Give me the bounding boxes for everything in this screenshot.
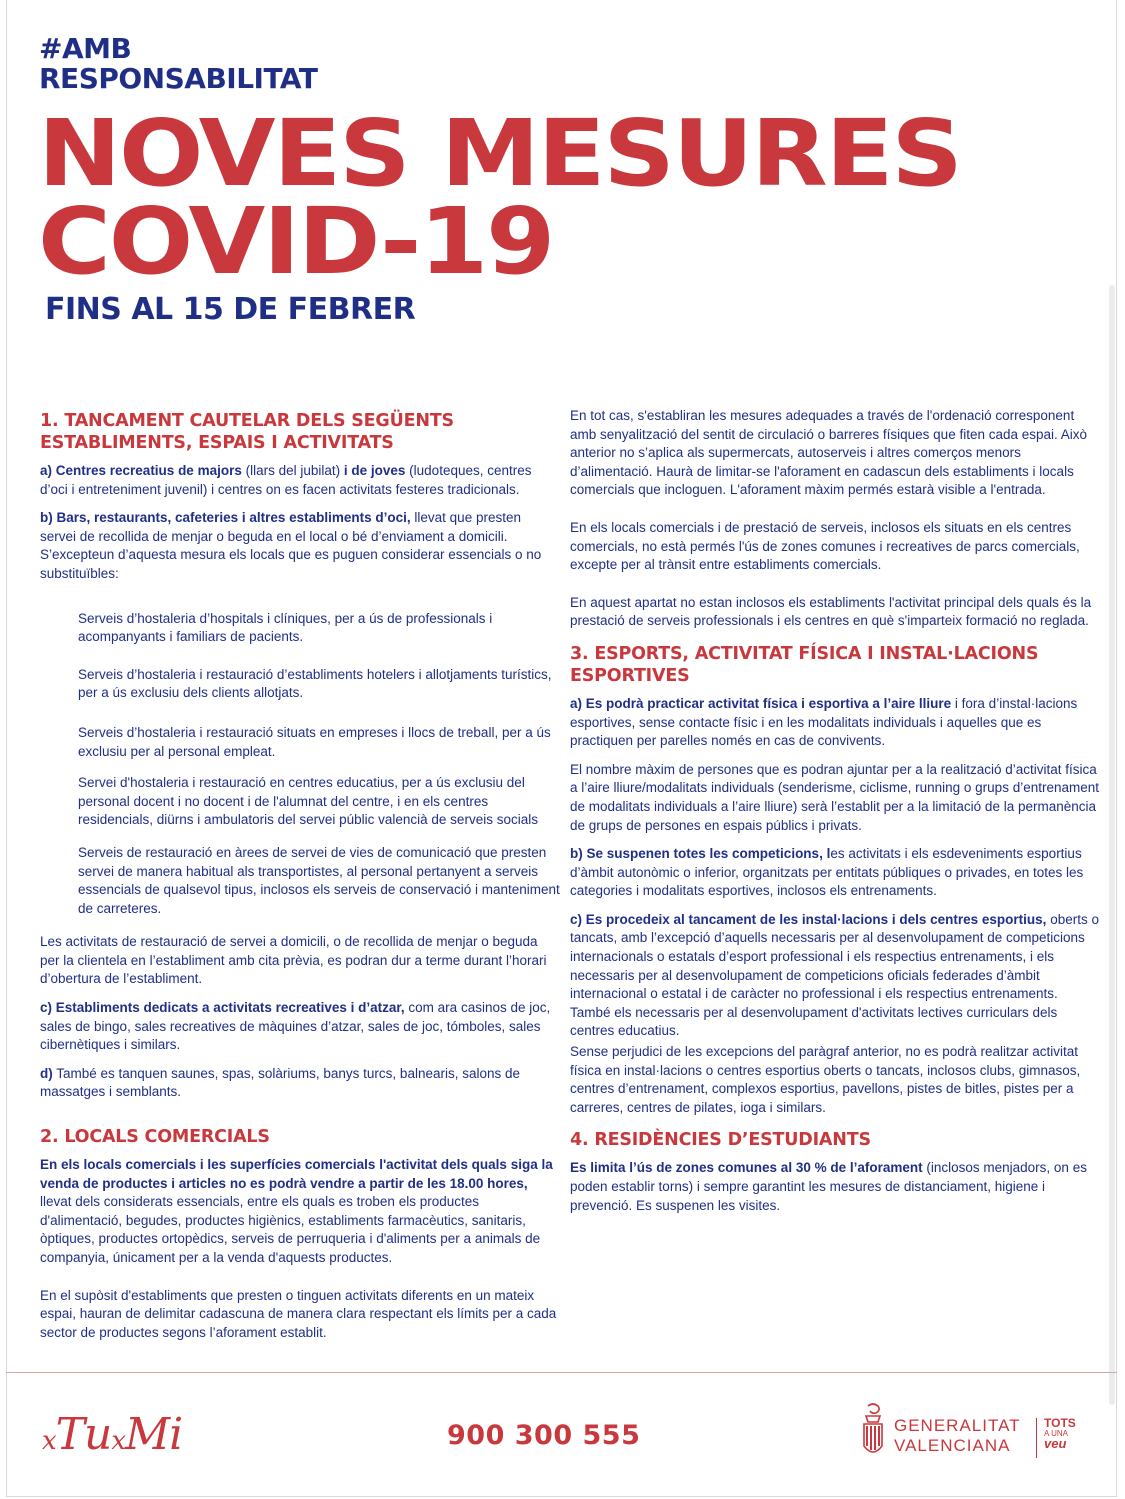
right-column (570, 407, 1100, 1225)
phone-number[interactable]: 900 300 555 (447, 1420, 641, 1451)
exception-item: Servei d'hostaleria i restauració en centres educatius, per a ús exclusiu del personal docent i no docent i de l'alumnat del centre, i en els centres residencials, diürns i ambulatoris del servei públic valencià de serveis socials (78, 775, 538, 828)
exception-item: Serveis de restauració en àrees de servei de vies de comunicació que presten servei de manera habitual als transportistes, al personal pertanyent a serveis essencials de qualsevol tipus, inclosos els serveis de conservació i manteniment de carreteres. (78, 844, 560, 916)
exception-item: Serveis d’hostaleria i restauració d’establiments hotelers i allotjaments turístics, per a ús exclusiu dels clients allotjats. (78, 666, 552, 701)
section-1-heading (40, 410, 560, 454)
section-2-p5: En aquest apartat no estan inclosos els establiments l'activitat principal dels quals és la prestació de serveis professionals i els centres en què s'imparteix formació no reglada. (570, 594, 1092, 629)
section-2-p4: En els locals comercials i de prestació de serveis, inclosos els situats en els centres comercials, no està permés l'ús de zones comunes i recreatives de parcs comercials, excepte per al trànsit entre establiments comercials. (570, 519, 1080, 573)
hashtag-line-1: #AMB (39, 32, 132, 65)
xtuxmi-logo: xTuxMi (42, 1409, 183, 1460)
section-1-item-d: d) També es tanquen saunes, spas, solàriums, banys turcs, balnearis, salons de massatges i semblants. (40, 1065, 521, 1100)
section-1-item-a: a) Centres recreatius de majors (llars del jubilat) i de joves (ludoteques, centres d’oci i entreteniment juvenil) i centres on es facen activitats festeres tradicionals. (40, 463, 532, 497)
page-subtitle: FINS AL 15 DE FEBRER (45, 292, 416, 327)
page-title-line-1: NOVES MESURES (38, 100, 961, 207)
section-1-heading-line-1: 1. TANCAMENT CAUTELAR DELS SEGÜENTS (40, 411, 454, 431)
logo-separator (1036, 1418, 1037, 1458)
section-1-item-c: c) Establiments dedicats a activitats recreatives i d’atzar, com ara casinos de joc, sales de bingo, sales recreatives de màquines d’atzar, sales de joc, tómboles, sales cibernètiques i similars. (40, 1000, 551, 1053)
section-2-heading: 2. LOCALS COMERCIALS (40, 1127, 270, 1148)
section-4-p: Es limita l’ús de zones comunes al 30 % de l’aforament (inclosos menjadors, on es poden establir torns) i sempre garantint les mesures de distanciament, higiene i prevenció. Es suspenen les visites. (570, 1160, 1087, 1213)
scrollbar[interactable] (1109, 285, 1115, 1405)
section-2-p1: En els locals comercials i les superfícies comercials l'activitat dels quals siga la venda de productes i articles no es podrà vendre a partir de les 18.00 hores, llevat dels considerats essencials, entre els quals es troben els productes d'alimentació, begudes, productes higiènics, establiments farmacèutics, sanitaris, òptiques, productes ortopèdics, serveis de perruqueria i d'aliments per a animals de companyia, únicament per a la venda d'aquests productes. (40, 1157, 553, 1265)
section-1-item-b: b) Bars, restaurants, cafeteries i altres establiments d’oci, llevat que presten servei de recollida de menjar o beguda en el local o bé d’enviament a domicili. S’excepteun d’aquesta mesura els locals que es puguen considerar essencials o no substituïbles: (40, 510, 542, 581)
section-3-heading-line-1: 3. ESPORTS, ACTIVITAT FÍSICA I INSTAL·LACIONS (570, 643, 1039, 664)
crest-icon (860, 1402, 886, 1462)
page-title-line-2: COVID-19 (38, 188, 554, 295)
section-3-sense: Sense perjudici de les excepcions del paràgraf anterior, no es podrà realitzar activitat física en instal·lacions o centres esportius oberts o tancats, inclosos clubs, gimnasos, centres d’entrenament, complexos esportius, pavellons, pistes de bitles, pistes per a carreres, centres de pilates, ioga i similars. (570, 1044, 1081, 1115)
section-1-domicili: Les activitats de restauració de servei a domicili, o de recollida de menjar o beguda per la clientela en l’establiment amb cita prèvia, es podran dur a terme durant l’horari d’obertura de l’establiment. (40, 934, 547, 987)
section-3-item-b: b) Se suspenen totes les competicions, les activitats i els esdeveniments esportius d’àmbit autonòmic o inferior, organitzats per entitats públiques o privades, en totes les categories i modalitats esportives, inclosos els entrenaments. (570, 846, 1084, 899)
exception-item: Serveis d’hostaleria i restauració situats en empreses i llocs de treball, per a ús exclusiu per al personal empleat. (78, 724, 551, 759)
section-3-heading-line-2: ESPORTIVES (570, 665, 690, 686)
section-3-item-a: a) Es podrà practicar activitat física i esportiva a l’aire lliure i fora d’instal·lacions esportives, sense contacte físic i en les modalitats individuals i aquelles que es practiquen per parelles només en cas de convivents. (570, 695, 1078, 749)
section-4-heading: 4. RESIDÈNCIES D’ESTUDIANTS (570, 1130, 871, 1151)
tots-a-una-veu-logo: TOTS A UNA veu (1044, 1416, 1076, 1451)
section-2-p2: En el supòsit d'establiments que presten o tinguen activitats diferents en un mateix espai, hauran de delimitar cadascuna de manera clara respectant els límits per a cada sector de productes segons l’aforament establit. (40, 1287, 557, 1340)
section-3-nombre: El nombre màxim de persones que es podran ajuntar per a la realització d’activitat física a l’aire lliure/modalitats individuals (senderisme, ciclisme, running o grups d’entrenament de modalitats individuals a l’aire lliure) serà l’establit per a la limitació de la permanència de grups de persones en espais públics i privats. (570, 761, 1099, 833)
section-3-item-c: c) Es procedeix al tancament de les instal·lacions i dels centres esportius, oberts o tancats, amb l’excepció d’aquells necessaris per al desenvolupament de competicions internacionals o estatals d’esport professional i els respectius entrenaments, i els necessaris per al desenvolupament de competicions oficials federades d’àmbit internacional o estatal i de caràcter no professional i els respectius entrenaments. També els necessaris per al desenvolupament d'activitats lectives curriculars dels centres educatius. (570, 911, 1099, 1039)
hashtag (39, 34, 318, 94)
footer-divider (6, 1372, 1117, 1373)
left-column (40, 410, 560, 1352)
section-1-heading-line-2: ESTABLIMENTS, ESPAIS I ACTIVITATS (40, 433, 394, 453)
generalitat-logo (860, 1402, 1090, 1462)
section-2-p3: En tot cas, s'establiran les mesures adequades a través de l'ordenació corresponent amb senyalització del sentit de circulació o barreres físiques que fiten cada espai. Això anterior no s’aplica als supermercats, autoserveis i altres comerços menors d’alimentació. Haurà de limitar-se l'aforament en cadascun dels establiments i locals comercials que incloguen. L'aforament màxim permés estarà visible a l'entrada. (570, 408, 1088, 498)
section-3-heading (570, 643, 1100, 687)
generalitat-name: GENERALITAT VALENCIANA (894, 1416, 1021, 1455)
hashtag-line-2: RESPONSABILITAT (39, 62, 318, 95)
exception-item: Serveis d’hostaleria d’hospitals i clíniques, per a ús de professionals i acompanyants i familiars de pacients. (78, 610, 493, 645)
